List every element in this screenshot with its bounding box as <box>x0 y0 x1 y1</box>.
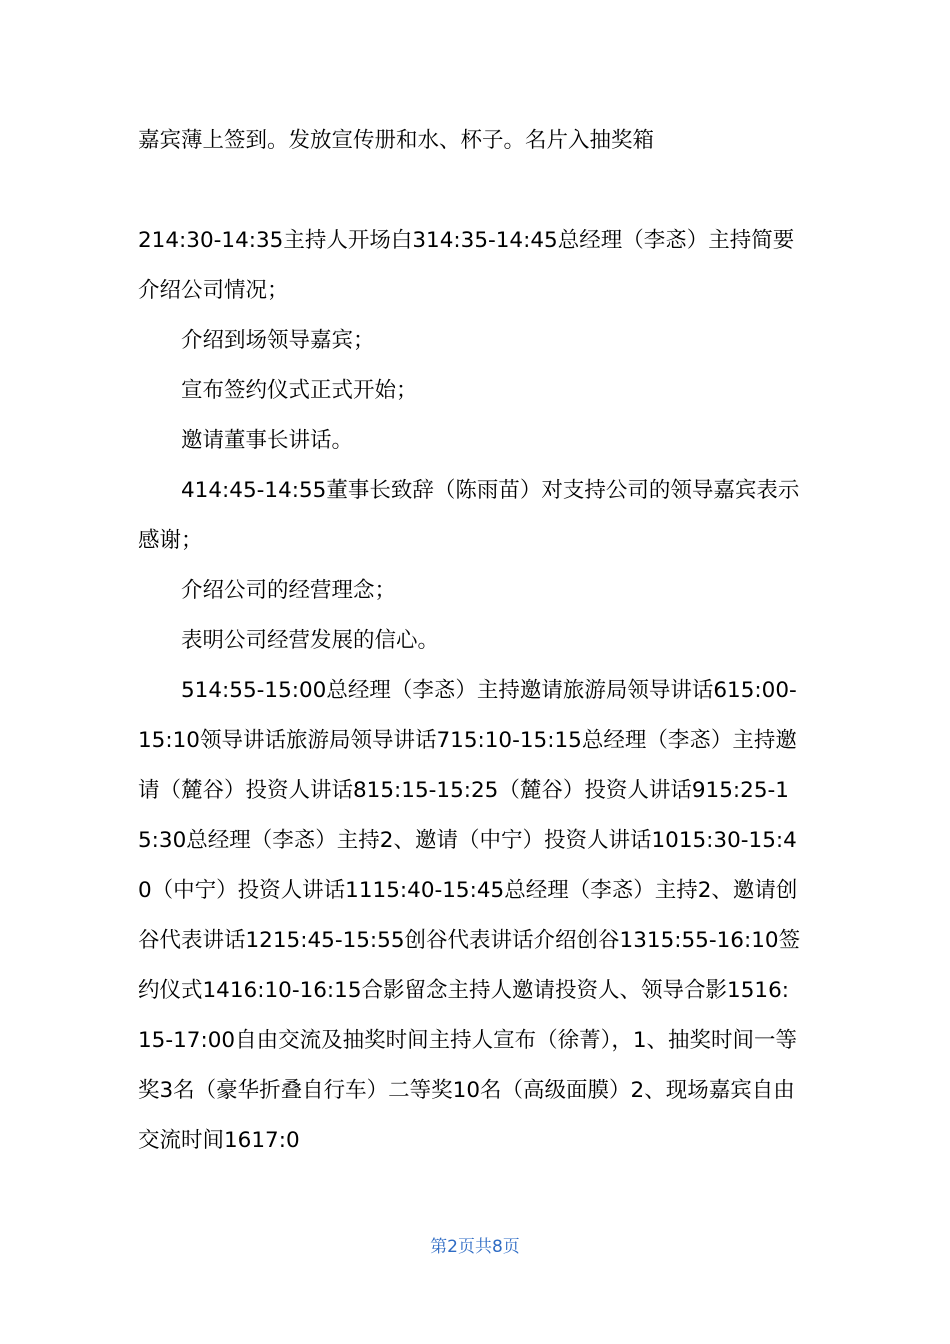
paragraph-schedule: 514:55-15:00总经理（李忞）主持邀请旅游局领导讲话615:00-15:10领导讲话旅游局领导讲话715:10-15:15总经理（李忞）主持邀请（麓谷）投资人讲话815:15-15:25（麓谷）投资人讲话915:25-15:30总经理（李忞）主持2、邀请（中宁）投资人讲话1015:30-15:40（中宁）投资人讲话1115:40-15:45总经理（李忞）主持2、邀请创谷代表讲话1215:45-15:55创谷代表讲话介绍创谷1315:55-16:10签约仪式1416:10-16:15合影留念主持人邀请投资人、领导合影1516:15-17:00自由交流及抽奖时间主持人宣布（徐菁），1、抽奖时间一等奖3名（豪华折叠自行车）二等奖10名（高级面膜）2、现场嘉宾自由交流时间1617:0 <box>138 678 801 1153</box>
document-body <box>138 116 802 1166</box>
paragraph-confidence: 表明公司经营发展的信心。 <box>181 628 440 653</box>
paragraph-announce-start: 宣布签约仪式正式开始； <box>181 378 418 403</box>
paragraph-chairman-speech: 414:45-14:55董事长致辞（陈雨苗）对支持公司的领导嘉宾表示感谢； <box>138 478 800 553</box>
paragraph-checkin: 嘉宾薄上签到。发放宣传册和水、杯子。名片入抽奖箱 <box>138 128 655 153</box>
paragraph-invite-chairman: 邀请董事长讲话。 <box>181 428 354 453</box>
paragraph-business-philosophy: 介绍公司的经营理念； <box>181 578 397 603</box>
paragraph-intro-guests: 介绍到场领导嘉宾； <box>181 328 375 353</box>
page-number-footer: 第2页共8页 <box>430 1237 520 1257</box>
paragraph-opening: 214:30-14:35主持人开场白314:35-14:45总经理（李忞）主持简要介绍公司情况； <box>138 228 795 303</box>
